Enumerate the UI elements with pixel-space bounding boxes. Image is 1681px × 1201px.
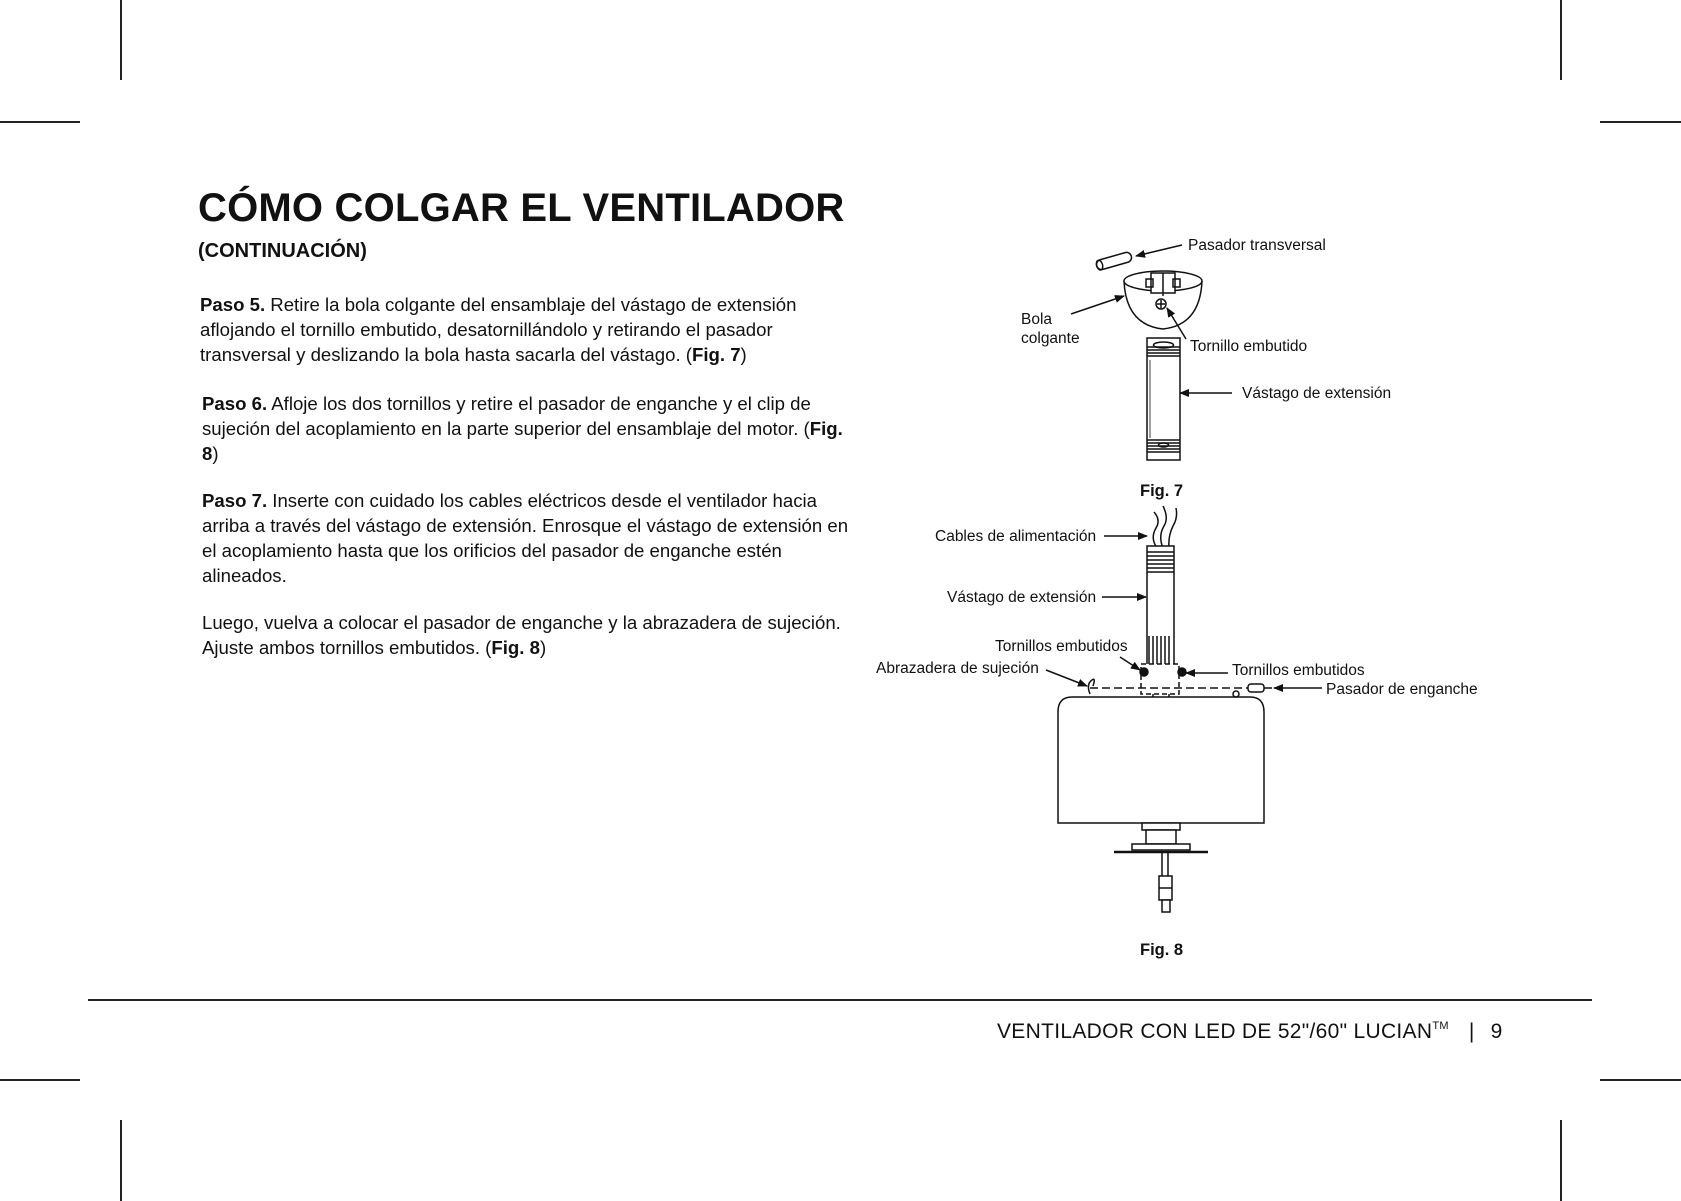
fig8-label-clamp: Abrazadera de sujeción: [876, 660, 1039, 677]
page-number: 9: [1490, 1020, 1503, 1043]
footer-product-name: VENTILADOR CON LED DE 52"/60" LUCIAN: [997, 1020, 1433, 1043]
page-subtitle: (CONTINUACIÓN): [198, 240, 367, 262]
crop-mark: [1560, 1120, 1562, 1201]
fig7-label-ball-line2: colgante: [1021, 330, 1080, 347]
crop-mark: [0, 1079, 80, 1081]
step-label: Paso 7.: [202, 490, 268, 511]
fig8-label-downrod: Vástago de extensión: [947, 589, 1097, 606]
paren: ): [740, 344, 747, 365]
crop-mark: [120, 1120, 122, 1201]
fig8-caption: Fig. 8: [1140, 941, 1184, 959]
crop-mark: [1600, 1079, 1681, 1081]
fig8-label-set-screws-top: Tornillos embutidos: [995, 638, 1128, 655]
downrod-icon: [1147, 338, 1180, 460]
cross-pin-icon: [1095, 251, 1132, 271]
hanger-ball-icon: [1124, 271, 1202, 329]
fig8-label-power-wires: Cables de alimentación: [935, 528, 1097, 545]
coupling-icon: [1140, 664, 1186, 694]
step-text: Inserte con cuidado los cables eléctricos desde el ventilador hacia arriba a través del vástago de extensión. Enrosque el vástago de extensión en el acoplamiento hasta que los orificios del pasador de enganche estén alineados.: [202, 490, 849, 586]
figure-reference: Fig. 8: [491, 637, 540, 658]
trademark-mark: TM: [1432, 1020, 1449, 1032]
step-text: Retire la bola colgante del ensamblaje del vástago de extensión aflojando el tornillo embutido, desatornillándolo y retirando el pasador transversal y deslizando la bola hasta sacarla del vástago. (: [200, 294, 797, 365]
page-footer: [997, 1020, 1503, 1044]
footer-separator: |: [1468, 1020, 1475, 1043]
paren: ): [212, 443, 219, 464]
retaining-clip-icon: [1088, 679, 1094, 694]
fig7-label-cross-pin: Pasador transversal: [1188, 237, 1326, 254]
step-label: Paso 5.: [200, 294, 266, 315]
motor-housing-icon: [1058, 691, 1264, 823]
step-label: Paso 6.: [202, 393, 268, 414]
page-title: CÓMO COLGAR EL VENTILADOR: [198, 186, 845, 230]
fig7-label-ball-line1: Bola: [1021, 311, 1053, 328]
figure-reference: Fig. 7: [691, 344, 741, 365]
figure-reference: Fig. 8: [202, 418, 843, 464]
motor-flange-icon: [1114, 823, 1208, 852]
fig7-label-set-screw: Tornillo embutido: [1190, 338, 1308, 355]
step-text: Luego, vuelva a colocar el pasador de enganche y la abrazadera de sujeción. Ajuste ambos tornillos embutidos. (: [202, 612, 841, 658]
power-wires-icon: [1153, 506, 1176, 548]
hanger-pin-icon: [1248, 684, 1272, 692]
footer-rule: [88, 999, 1592, 1001]
fig8-label-hanger-pin: Pasador de enganche: [1326, 681, 1478, 698]
fig8-diagram: [1046, 506, 1322, 912]
wire-connector-icon: [1159, 852, 1172, 912]
step-text: Afloje los dos tornillos y retire el pasador de enganche y el clip de sujeción del acoplamiento en la parte superior del ensamblaje del motor. (: [202, 393, 811, 439]
fig7-label-downrod: Vástago de extensión: [1242, 385, 1392, 402]
paren: ): [539, 637, 547, 658]
fig8-label-set-screws-right: Tornillos embutidos: [1232, 662, 1365, 679]
fig7-caption: Fig. 7: [1140, 482, 1184, 500]
